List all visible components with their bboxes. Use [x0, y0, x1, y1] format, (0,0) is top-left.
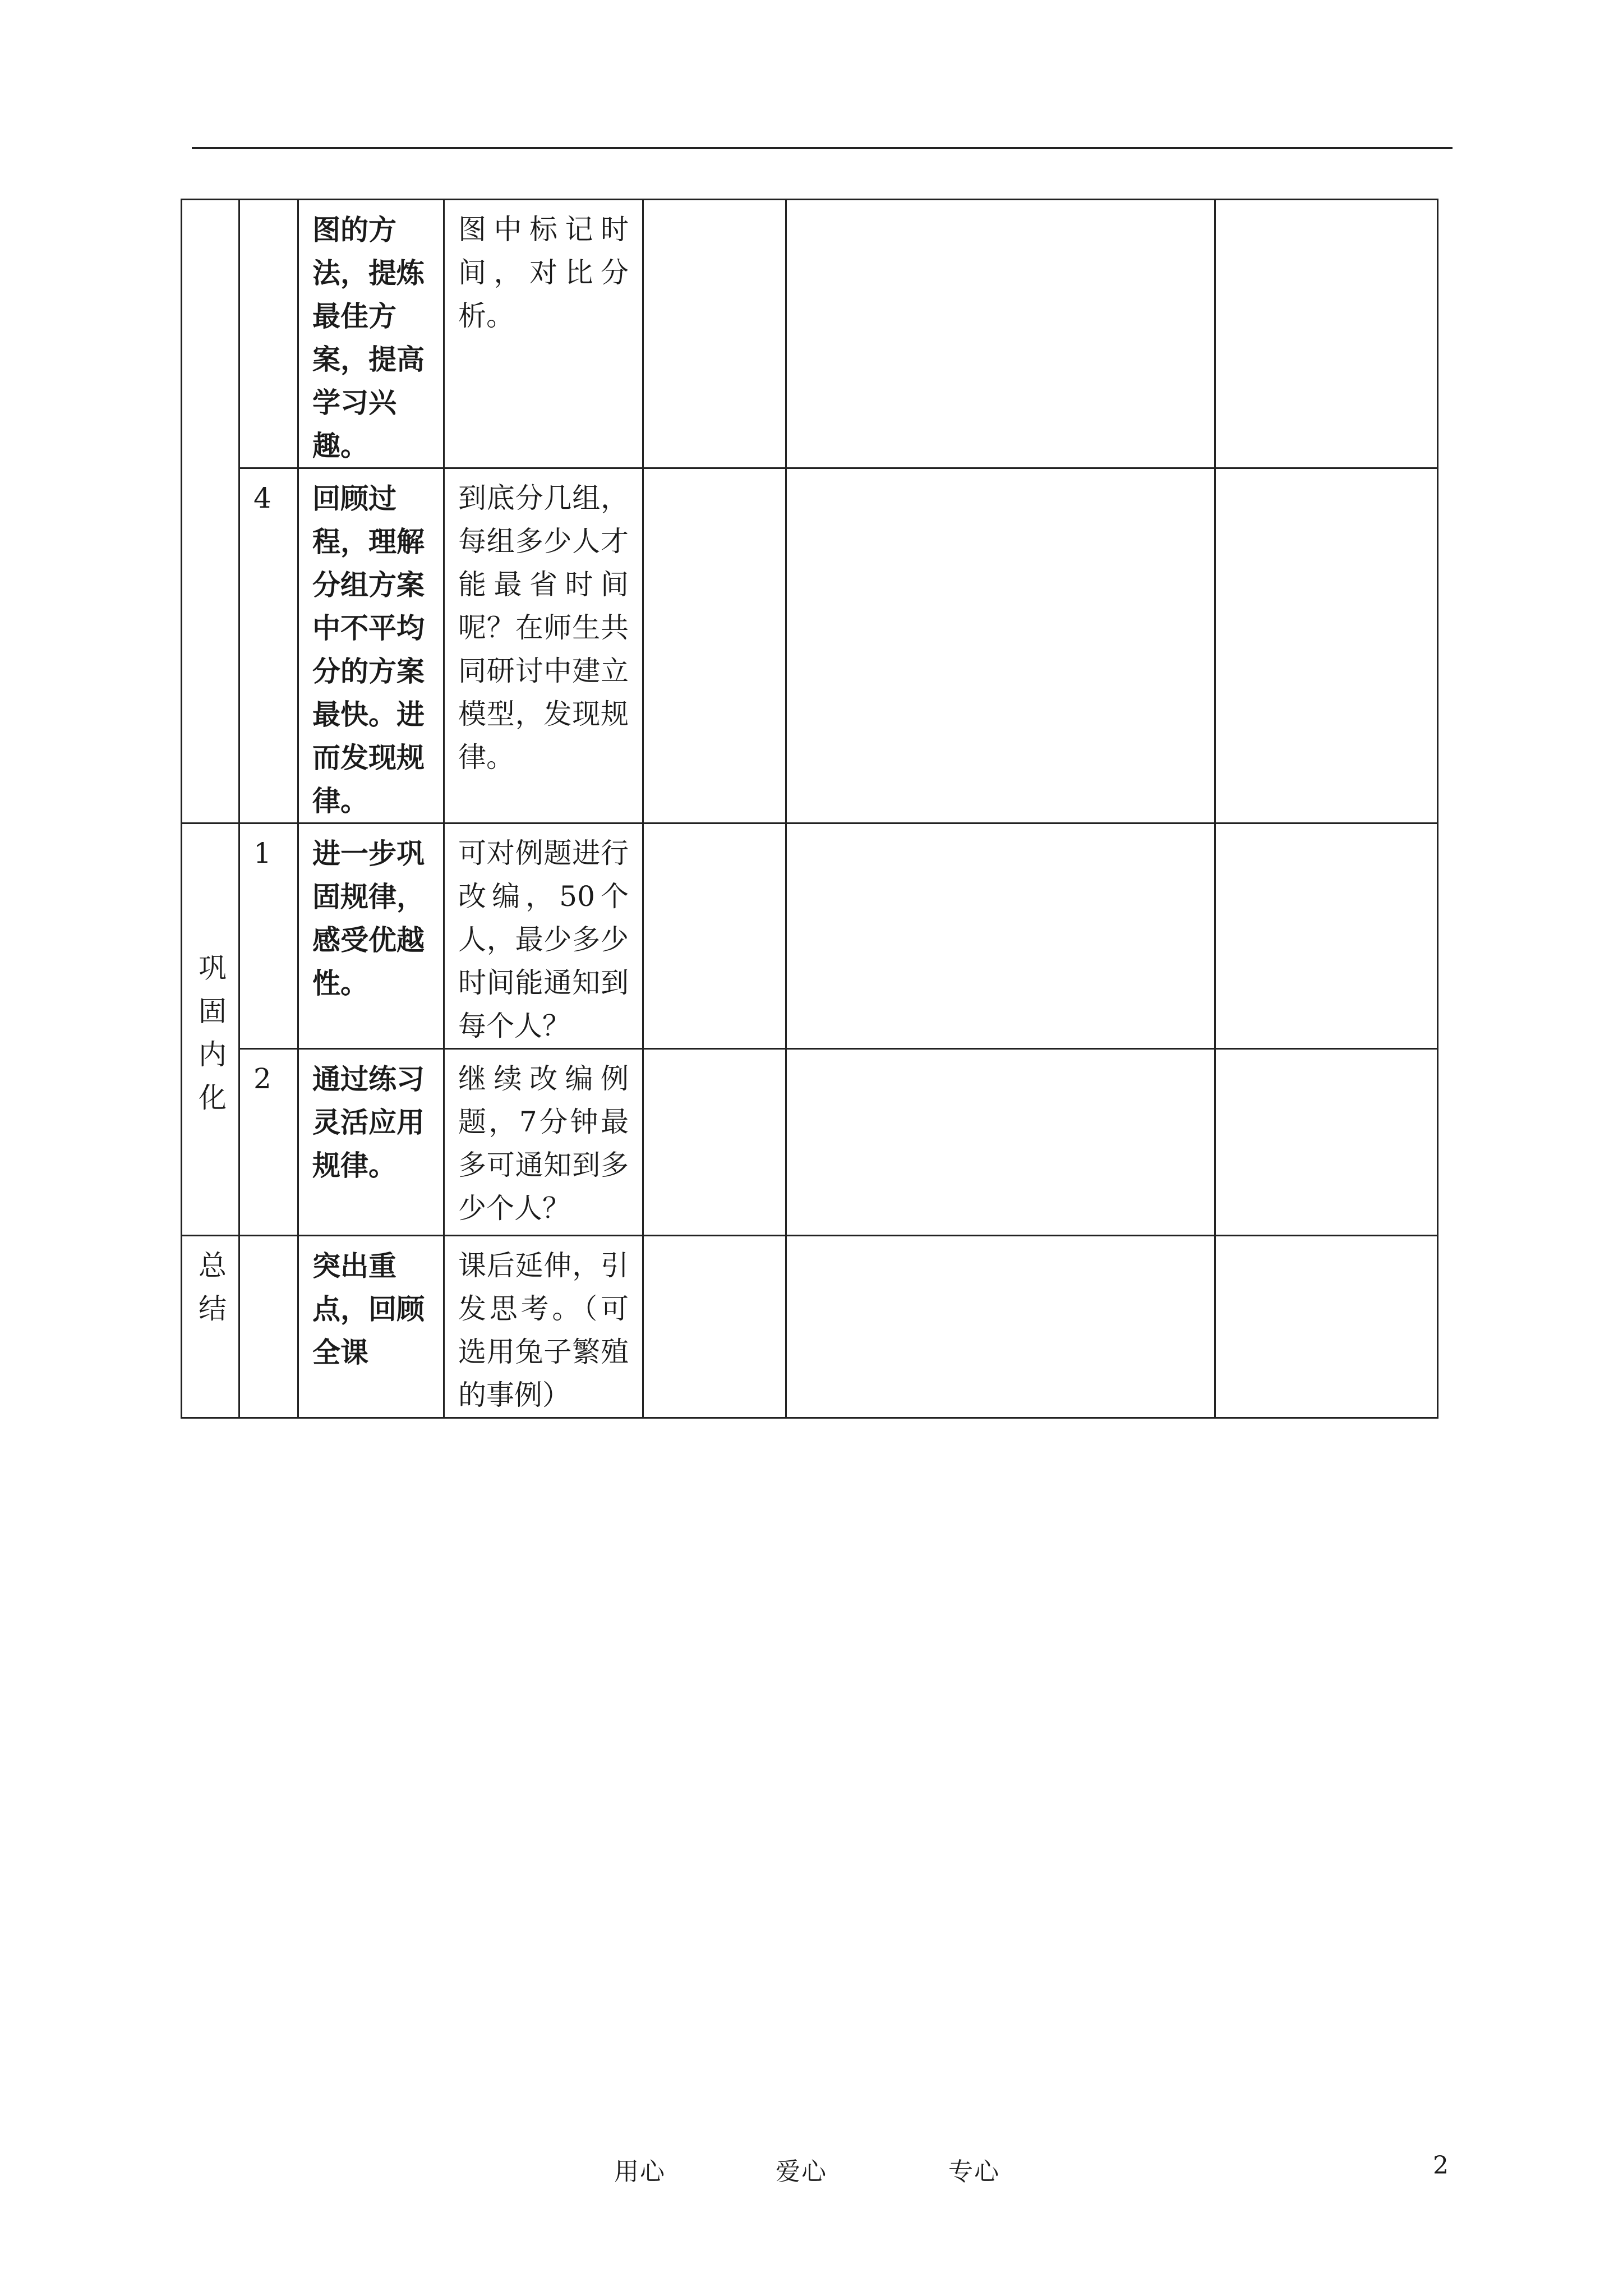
empty-cell — [786, 1236, 1215, 1418]
empty-cell — [1215, 200, 1438, 468]
empty-cell — [1215, 468, 1438, 823]
goal-cell: 图的方法，提炼最佳方案，提高学习兴趣。 — [298, 200, 444, 468]
table-row — [182, 468, 1438, 823]
goal-cell: 回顾过程，理解分组方案中不平均分的方案最快。进而发现规律。 — [298, 468, 444, 823]
content-cell: 图中标记时间，对比分析。 — [444, 200, 643, 468]
empty-cell — [1215, 1049, 1438, 1236]
motto-word: 爱心 — [776, 2157, 827, 2186]
stage-cell — [182, 200, 239, 823]
stage-label: 巩固内化 — [199, 952, 227, 1114]
stage-label: 总结 — [199, 1249, 227, 1325]
content-cell: 到底分几组，每组多少人才能最省时间呢？在师生共同研讨中建立模型，发现规律。 — [444, 468, 643, 823]
step-number-cell: 1 — [239, 823, 298, 1049]
empty-cell — [786, 1049, 1215, 1236]
content-cell: 可对例题进行改编，50个人，最少多少时间能通知到每个人？ — [444, 823, 643, 1049]
lesson-plan-table — [181, 199, 1438, 1419]
empty-cell — [643, 823, 786, 1049]
step-number-cell: 2 — [239, 1049, 298, 1236]
stage-cell — [182, 1236, 239, 1418]
content-cell: 继续改编例题，7分钟最多可通知到多少个人？ — [444, 1049, 643, 1236]
empty-cell — [643, 468, 786, 823]
footer-motto — [614, 2151, 1000, 2187]
motto-word: 专心 — [948, 2157, 1000, 2186]
table-row — [182, 200, 1438, 468]
header-rule — [192, 147, 1453, 149]
goal-cell: 通过练习灵活应用规律。 — [298, 1049, 444, 1236]
empty-cell — [643, 200, 786, 468]
step-number-cell: 4 — [239, 468, 298, 823]
empty-cell — [1215, 1236, 1438, 1418]
motto-word: 用心 — [614, 2157, 666, 2186]
empty-cell — [786, 200, 1215, 468]
table-row — [182, 823, 1438, 1049]
goal-cell: 突出重点，回顾全课 — [298, 1236, 444, 1418]
empty-cell — [1215, 823, 1438, 1049]
stage-cell — [182, 823, 239, 1236]
empty-cell — [643, 1236, 786, 1418]
step-number-cell — [239, 200, 298, 468]
content-cell: 课后延伸，引发思考。（可选用兔子繁殖的事例） — [444, 1236, 643, 1418]
table-row — [182, 1236, 1438, 1418]
empty-cell — [786, 468, 1215, 823]
step-number-cell — [239, 1236, 298, 1418]
table-row — [182, 1049, 1438, 1236]
empty-cell — [643, 1049, 786, 1236]
goal-cell: 进一步巩固规律，感受优越性。 — [298, 823, 444, 1049]
page-number: 2 — [1433, 2151, 1449, 2180]
empty-cell — [786, 823, 1215, 1049]
